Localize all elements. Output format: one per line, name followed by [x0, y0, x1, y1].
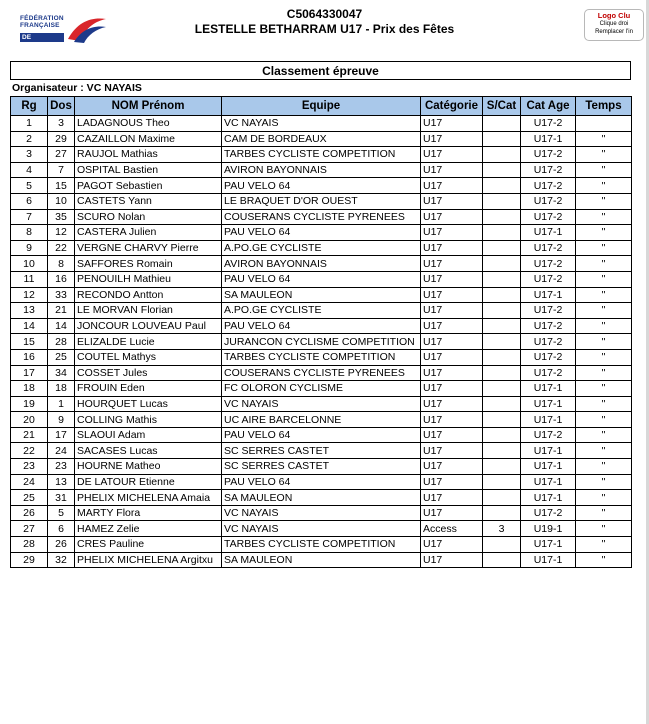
col-team-cell: SC SERRES CASTET [222, 443, 421, 459]
col-category-cell: U17 [421, 131, 483, 147]
col-team-cell: SC SERRES CASTET [222, 459, 421, 475]
col-age-category-cell: U17-1 [521, 396, 576, 412]
col-team-cell: VC NAYAIS [222, 505, 421, 521]
col-rank-cell: 18 [11, 381, 48, 397]
col-time-cell: " [576, 318, 632, 334]
col-subcategory-cell [483, 443, 521, 459]
col-time-cell: " [576, 381, 632, 397]
col-category-cell: U17 [421, 505, 483, 521]
col-category-cell: U17 [421, 162, 483, 178]
col-team-cell: A.PO.GE CYCLISTE [222, 303, 421, 319]
col-name-cell: COSSET Jules [75, 365, 222, 381]
col-rank-cell: 23 [11, 459, 48, 475]
col-team-cell: AVIRON BAYONNAIS [222, 256, 421, 272]
col-team-cell: TARBES CYCLISTE COMPETITION [222, 349, 421, 365]
col-name-cell: FROUIN Eden [75, 381, 222, 397]
col-team-cell: LE BRAQUET D'OR OUEST [222, 193, 421, 209]
col-age-category-cell: U17-2 [521, 427, 576, 443]
col-rank-cell: 12 [11, 287, 48, 303]
col-time-cell: " [576, 147, 632, 163]
col-bib-cell: 12 [48, 225, 75, 241]
col-subcategory-header: S/Cat [483, 97, 521, 116]
col-bib-cell: 18 [48, 381, 75, 397]
club-logo-line2: Remplacer l'in [595, 29, 633, 35]
col-team-cell: PAU VELO 64 [222, 318, 421, 334]
col-bib-cell: 7 [48, 162, 75, 178]
col-rank-cell: 24 [11, 474, 48, 490]
table-row [11, 396, 632, 412]
table-row [11, 240, 632, 256]
col-age-category-cell: U17-2 [521, 365, 576, 381]
col-subcategory-cell [483, 303, 521, 319]
col-subcategory-cell [483, 365, 521, 381]
event-code: C5064330047 [286, 7, 363, 21]
col-age-category-cell: U17-2 [521, 178, 576, 194]
section-title: Classement épreuve [10, 61, 631, 80]
col-team-cell: SA MAULEON [222, 490, 421, 506]
col-bib-cell: 6 [48, 521, 75, 537]
col-name-cell: HOURQUET Lucas [75, 396, 222, 412]
col-rank-cell: 6 [11, 193, 48, 209]
col-team-cell: PAU VELO 64 [222, 271, 421, 287]
col-time-cell: " [576, 287, 632, 303]
col-team-cell: AVIRON BAYONNAIS [222, 162, 421, 178]
col-category-cell: U17 [421, 303, 483, 319]
col-age-category-cell: U17-2 [521, 193, 576, 209]
col-team-cell: COUSERANS CYCLISTE PYRENEES [222, 365, 421, 381]
col-name-cell: CASTETS Yann [75, 193, 222, 209]
col-category-cell: U17 [421, 193, 483, 209]
table-row [11, 443, 632, 459]
col-age-category-cell: U17-2 [521, 209, 576, 225]
col-team-cell: TARBES CYCLISTE COMPETITION [222, 147, 421, 163]
col-name-cell: LADAGNOUS Theo [75, 116, 222, 132]
col-name-cell: RAUJOL Mathias [75, 147, 222, 163]
col-age-category-cell: U17-1 [521, 459, 576, 475]
col-time-cell: " [576, 490, 632, 506]
table-row [11, 318, 632, 334]
col-team-cell: A.PO.GE CYCLISTE [222, 240, 421, 256]
table-row [11, 349, 632, 365]
col-time-cell [576, 116, 632, 132]
table-body [11, 116, 632, 568]
col-age-category-cell: U17-1 [521, 552, 576, 568]
col-team-cell: JURANCON CYCLISME COMPETITION [222, 334, 421, 350]
table-row [11, 116, 632, 132]
col-team-cell: VC NAYAIS [222, 396, 421, 412]
table-row [11, 412, 632, 428]
col-name-cell: VERGNE CHARVY Pierre [75, 240, 222, 256]
col-bib-cell: 17 [48, 427, 75, 443]
col-rank-cell: 19 [11, 396, 48, 412]
results-table [10, 96, 632, 568]
table-row [11, 365, 632, 381]
organizer: Organisateur : VC NAYAIS [12, 82, 142, 94]
col-name-cell: PENOUILH Mathieu [75, 271, 222, 287]
table-row [11, 505, 632, 521]
col-category-cell: U17 [421, 209, 483, 225]
col-time-cell: " [576, 459, 632, 475]
col-bib-cell: 9 [48, 412, 75, 428]
col-age-category-cell: U17-1 [521, 225, 576, 241]
col-rank-cell: 26 [11, 505, 48, 521]
col-subcategory-cell [483, 381, 521, 397]
col-subcategory-cell [483, 162, 521, 178]
col-rank-cell: 13 [11, 303, 48, 319]
col-category-cell: U17 [421, 396, 483, 412]
col-time-cell: " [576, 225, 632, 241]
col-name-cell: RECONDO Antton [75, 287, 222, 303]
table-row [11, 271, 632, 287]
col-age-category-cell: U17-2 [521, 271, 576, 287]
col-time-cell: " [576, 240, 632, 256]
table-row [11, 178, 632, 194]
col-category-cell: U17 [421, 365, 483, 381]
table-row [11, 225, 632, 241]
col-bib-header: Dos [48, 97, 75, 116]
col-name-cell: SAFFORES Romain [75, 256, 222, 272]
col-time-cell: " [576, 209, 632, 225]
col-category-header: Catégorie [421, 97, 483, 116]
col-category-cell: U17 [421, 474, 483, 490]
col-bib-cell: 15 [48, 178, 75, 194]
col-bib-cell: 10 [48, 193, 75, 209]
col-category-cell: U17 [421, 443, 483, 459]
col-age-category-cell: U17-1 [521, 490, 576, 506]
col-bib-cell: 16 [48, 271, 75, 287]
col-time-cell: " [576, 537, 632, 553]
col-rank-cell: 22 [11, 443, 48, 459]
col-rank-cell: 9 [11, 240, 48, 256]
col-time-cell: " [576, 178, 632, 194]
col-bib-cell: 23 [48, 459, 75, 475]
table-row [11, 552, 632, 568]
event-title: LESTELLE BETHARRAM U17 - Prix des Fêtes [194, 22, 455, 36]
col-rank-cell: 1 [11, 116, 48, 132]
col-subcategory-cell [483, 287, 521, 303]
col-age-category-cell: U17-2 [521, 162, 576, 178]
table-row [11, 303, 632, 319]
col-age-category-cell: U19-1 [521, 521, 576, 537]
col-rank-cell: 8 [11, 225, 48, 241]
club-logo-placeholder [584, 9, 644, 41]
table-row [11, 427, 632, 443]
col-subcategory-cell [483, 256, 521, 272]
col-team-header: Equipe [222, 97, 421, 116]
col-age-category-cell: U17-1 [521, 131, 576, 147]
col-team-cell: UC AIRE BARCELONNE [222, 412, 421, 428]
col-age-category-cell: U17-2 [521, 318, 576, 334]
col-subcategory-cell [483, 396, 521, 412]
col-name-cell: JONCOUR LOUVEAU Paul [75, 318, 222, 334]
col-bib-cell: 29 [48, 131, 75, 147]
col-age-category-cell: U17-1 [521, 443, 576, 459]
col-category-cell: U17 [421, 552, 483, 568]
col-bib-cell: 35 [48, 209, 75, 225]
col-category-cell: U17 [421, 537, 483, 553]
col-bib-cell: 5 [48, 505, 75, 521]
col-bib-cell: 31 [48, 490, 75, 506]
col-subcategory-cell [483, 349, 521, 365]
col-category-cell: Access [421, 521, 483, 537]
col-team-cell: PAU VELO 64 [222, 474, 421, 490]
col-bib-cell: 27 [48, 147, 75, 163]
col-rank-cell: 25 [11, 490, 48, 506]
col-time-cell: " [576, 193, 632, 209]
col-bib-cell: 22 [48, 240, 75, 256]
col-time-cell: " [576, 271, 632, 287]
col-team-cell: CAM DE BORDEAUX [222, 131, 421, 147]
col-name-cell: HOURNE Matheo [75, 459, 222, 475]
col-name-header: NOM Prénom [75, 97, 222, 116]
col-age-category-cell: U17-2 [521, 505, 576, 521]
col-age-category-cell: U17-2 [521, 256, 576, 272]
col-rank-cell: 28 [11, 537, 48, 553]
col-team-cell: SA MAULEON [222, 552, 421, 568]
table-row [11, 381, 632, 397]
col-name-cell: DE LATOUR Etienne [75, 474, 222, 490]
col-subcategory-cell [483, 178, 521, 194]
col-rank-cell: 20 [11, 412, 48, 428]
table-row [11, 256, 632, 272]
table-row [11, 459, 632, 475]
table-row [11, 209, 632, 225]
col-rank-cell: 7 [11, 209, 48, 225]
col-subcategory-cell: 3 [483, 521, 521, 537]
col-time-cell: " [576, 334, 632, 350]
col-team-cell: VC NAYAIS [222, 521, 421, 537]
col-name-cell: HAMEZ Zelie [75, 521, 222, 537]
col-time-cell: " [576, 396, 632, 412]
col-rank-cell: 4 [11, 162, 48, 178]
col-name-cell: SLAOUI Adam [75, 427, 222, 443]
col-bib-cell: 34 [48, 365, 75, 381]
col-team-cell: VC NAYAIS [222, 116, 421, 132]
col-category-cell: U17 [421, 116, 483, 132]
col-age-category-cell: U17-1 [521, 474, 576, 490]
col-category-cell: U17 [421, 490, 483, 506]
col-name-cell: CAZAILLON Maxime [75, 131, 222, 147]
col-category-cell: U17 [421, 240, 483, 256]
col-bib-cell: 13 [48, 474, 75, 490]
col-name-cell: PHELIX MICHELENA Amaia [75, 490, 222, 506]
col-name-cell: COUTEL Mathys [75, 349, 222, 365]
col-age-category-cell: U17-1 [521, 381, 576, 397]
col-category-cell: U17 [421, 318, 483, 334]
col-age-category-cell: U17-2 [521, 349, 576, 365]
col-subcategory-cell [483, 537, 521, 553]
col-rank-cell: 15 [11, 334, 48, 350]
col-time-cell: " [576, 521, 632, 537]
col-team-cell: TARBES CYCLISTE COMPETITION [222, 537, 421, 553]
col-subcategory-cell [483, 147, 521, 163]
col-rank-cell: 11 [11, 271, 48, 287]
col-rank-cell: 3 [11, 147, 48, 163]
table-row [11, 334, 632, 350]
col-bib-cell: 21 [48, 303, 75, 319]
col-name-cell: MARTY Flora [75, 505, 222, 521]
logo-band: DE CYCLISME [20, 33, 64, 42]
col-category-cell: U17 [421, 256, 483, 272]
col-team-cell: SA MAULEON [222, 287, 421, 303]
table-row [11, 490, 632, 506]
col-bib-cell: 32 [48, 552, 75, 568]
col-name-cell: CASTERA Julien [75, 225, 222, 241]
col-age-category-cell: U17-1 [521, 287, 576, 303]
table-row [11, 287, 632, 303]
logo-line2: FRANÇAISE [20, 22, 60, 29]
col-category-cell: U17 [421, 178, 483, 194]
col-time-cell: " [576, 303, 632, 319]
col-rank-cell: 27 [11, 521, 48, 537]
col-rank-cell: 16 [11, 349, 48, 365]
table-row [11, 474, 632, 490]
col-rank-cell: 29 [11, 552, 48, 568]
col-bib-cell: 8 [48, 256, 75, 272]
col-bib-cell: 1 [48, 396, 75, 412]
table-header-row [11, 97, 632, 116]
col-name-cell: PHELIX MICHELENA Argitxu [75, 552, 222, 568]
col-subcategory-cell [483, 505, 521, 521]
col-age-category-header: Cat Age [521, 97, 576, 116]
col-age-category-cell: U17-2 [521, 240, 576, 256]
col-time-cell: " [576, 427, 632, 443]
col-rank-cell: 10 [11, 256, 48, 272]
col-subcategory-cell [483, 474, 521, 490]
col-age-category-cell: U17-2 [521, 303, 576, 319]
col-bib-cell: 25 [48, 349, 75, 365]
col-bib-cell: 14 [48, 318, 75, 334]
col-time-cell: " [576, 365, 632, 381]
club-logo-title: Logo Clu [597, 11, 631, 20]
col-age-category-cell: U17-2 [521, 147, 576, 163]
col-subcategory-cell [483, 318, 521, 334]
col-time-header: Temps [576, 97, 632, 116]
col-category-cell: U17 [421, 349, 483, 365]
table-row [11, 147, 632, 163]
col-category-cell: U17 [421, 271, 483, 287]
col-team-cell: FC OLORON CYCLISME [222, 381, 421, 397]
col-category-cell: U17 [421, 427, 483, 443]
col-subcategory-cell [483, 240, 521, 256]
col-team-cell: PAU VELO 64 [222, 225, 421, 241]
col-subcategory-cell [483, 131, 521, 147]
col-subcategory-cell [483, 116, 521, 132]
col-time-cell: " [576, 412, 632, 428]
col-name-cell: SCURO Nolan [75, 209, 222, 225]
col-category-cell: U17 [421, 147, 483, 163]
col-name-cell: CRES Pauline [75, 537, 222, 553]
col-time-cell: " [576, 552, 632, 568]
col-subcategory-cell [483, 209, 521, 225]
table-row [11, 193, 632, 209]
col-subcategory-cell [483, 334, 521, 350]
col-name-cell: LE MORVAN Florian [75, 303, 222, 319]
col-category-cell: U17 [421, 287, 483, 303]
logo-line1: FÉDÉRATION [20, 15, 64, 22]
col-age-category-cell: U17-2 [521, 116, 576, 132]
table-row [11, 537, 632, 553]
col-category-cell: U17 [421, 381, 483, 397]
col-name-cell: PAGOT Sebastien [75, 178, 222, 194]
club-logo-line1: Clique droi [599, 21, 629, 27]
col-age-category-cell: U17-1 [521, 412, 576, 428]
col-age-category-cell: U17-1 [521, 537, 576, 553]
col-category-cell: U17 [421, 459, 483, 475]
col-subcategory-cell [483, 427, 521, 443]
col-time-cell: " [576, 443, 632, 459]
col-rank-cell: 21 [11, 427, 48, 443]
col-rank-cell: 5 [11, 178, 48, 194]
col-rank-cell: 17 [11, 365, 48, 381]
col-name-cell: ELIZALDE Lucie [75, 334, 222, 350]
col-time-cell: " [576, 131, 632, 147]
col-team-cell: PAU VELO 64 [222, 427, 421, 443]
col-subcategory-cell [483, 552, 521, 568]
col-time-cell: " [576, 505, 632, 521]
col-time-cell: " [576, 162, 632, 178]
col-subcategory-cell [483, 459, 521, 475]
col-bib-cell: 24 [48, 443, 75, 459]
col-time-cell: " [576, 256, 632, 272]
col-category-cell: U17 [421, 334, 483, 350]
col-team-cell: COUSERANS CYCLISTE PYRENEES [222, 209, 421, 225]
col-subcategory-cell [483, 193, 521, 209]
col-bib-cell: 26 [48, 537, 75, 553]
col-age-category-cell: U17-2 [521, 334, 576, 350]
col-name-cell: COLLING Mathis [75, 412, 222, 428]
col-subcategory-cell [483, 225, 521, 241]
col-name-cell: OSPITAL Bastien [75, 162, 222, 178]
col-name-cell: SACASES Lucas [75, 443, 222, 459]
col-rank-cell: 2 [11, 131, 48, 147]
table-row [11, 131, 632, 147]
col-team-cell: PAU VELO 64 [222, 178, 421, 194]
col-bib-cell: 3 [48, 116, 75, 132]
table-row [11, 521, 632, 537]
col-subcategory-cell [483, 412, 521, 428]
col-time-cell: " [576, 474, 632, 490]
table-row [11, 162, 632, 178]
col-category-cell: U17 [421, 412, 483, 428]
col-rank-header: Rg [11, 97, 48, 116]
col-category-cell: U17 [421, 225, 483, 241]
col-rank-cell: 14 [11, 318, 48, 334]
col-subcategory-cell [483, 490, 521, 506]
col-subcategory-cell [483, 271, 521, 287]
col-bib-cell: 28 [48, 334, 75, 350]
col-time-cell: " [576, 349, 632, 365]
col-bib-cell: 33 [48, 287, 75, 303]
